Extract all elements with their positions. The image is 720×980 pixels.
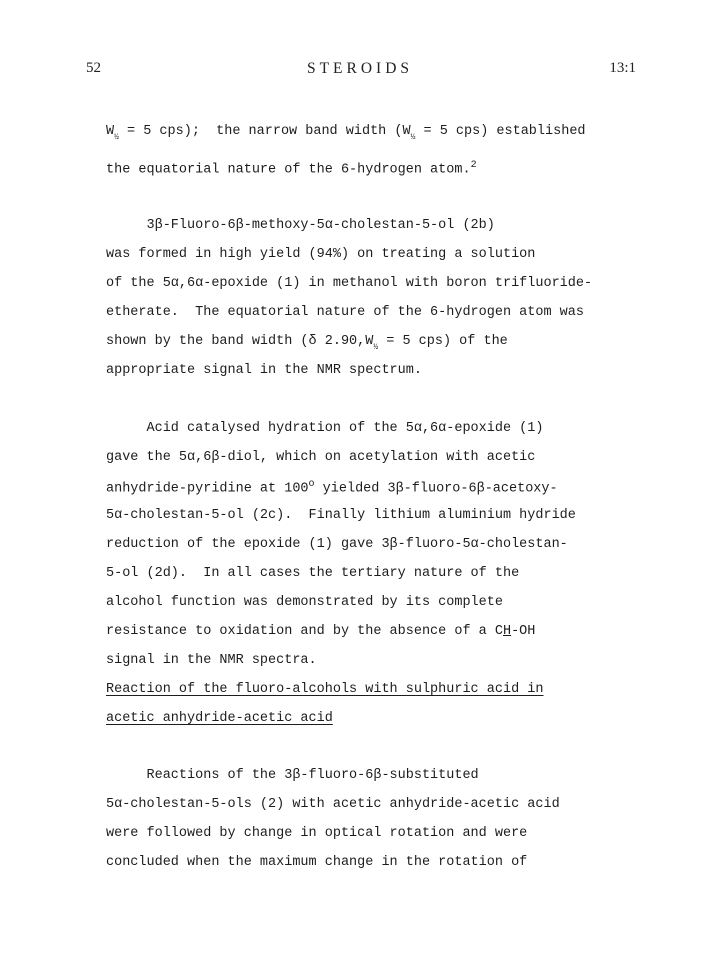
body-line: were followed by change in optical rotation and were [106,826,528,841]
body-line: signal in the NMR spectra. [106,653,317,668]
body-line: concluded when the maximum change in the rotation of [106,855,528,870]
body-line: alcohol function was demonstrated by its complete [106,595,503,610]
section-heading: acetic anhydride-acetic acid [106,711,333,726]
body-line: etherate. The equatorial nature of the 6-hydrogen atom was [106,305,584,320]
body-line: Acid catalysed hydration of the 5α,6α-epoxide (1) [106,421,544,436]
body-line: Reactions of the 3β-fluoro-6β-substituted [106,768,479,783]
body-line: was formed in high yield (94%) on treating a solution [106,247,536,262]
compound-heading-line: 3β-Fluoro-6β-methoxy-5α-cholestan-5-ol (2b) [106,218,495,233]
body-line: anhydride-pyridine at 100$^o$ yielded 3β-fluoro-6β-acetoxy- [106,479,558,497]
body-line: appropriate signal in the NMR spectrum. [106,363,422,378]
body-line: resistance to oxidation and by the absence of a CH-OH [106,624,536,639]
body-line: $W_{\frac{1}{2}} = 5$ cps); the narrow band width ($W_{\frac{1}{2}} = 5$ cps) established [106,124,586,142]
body-line: the equatorial nature of the 6-hydrogen atom.$^2$ [106,160,477,178]
body-line: of the 5α,6α-epoxide (1) in methanol with boron trifluoride- [106,276,593,291]
body-line: 5α-cholestan-5-ol (2c). Finally lithium aluminium hydride [106,508,576,523]
section-heading: Reaction of the fluoro-alcohols with sulphuric acid in [106,682,544,697]
journal-title: STEROIDS [306,60,414,77]
page-number: 52 [86,60,101,76]
body-line: shown by the band width (δ $2.90,W_{\frac{1}{2}} = 5$ cps) of the [106,334,508,352]
body-line: 5α-cholestan-5-ols (2) with acetic anhydride-acetic acid [106,797,560,812]
body-line: reduction of the epoxide (1) gave 3β-fluoro-5α-cholestan- [106,537,568,552]
body-line: 5-ol (2d). In all cases the tertiary nature of the [106,566,520,581]
volume-issue: 13:1 [609,60,636,76]
body-line: gave the 5α,6β-diol, which on acetylation with acetic [106,450,536,465]
